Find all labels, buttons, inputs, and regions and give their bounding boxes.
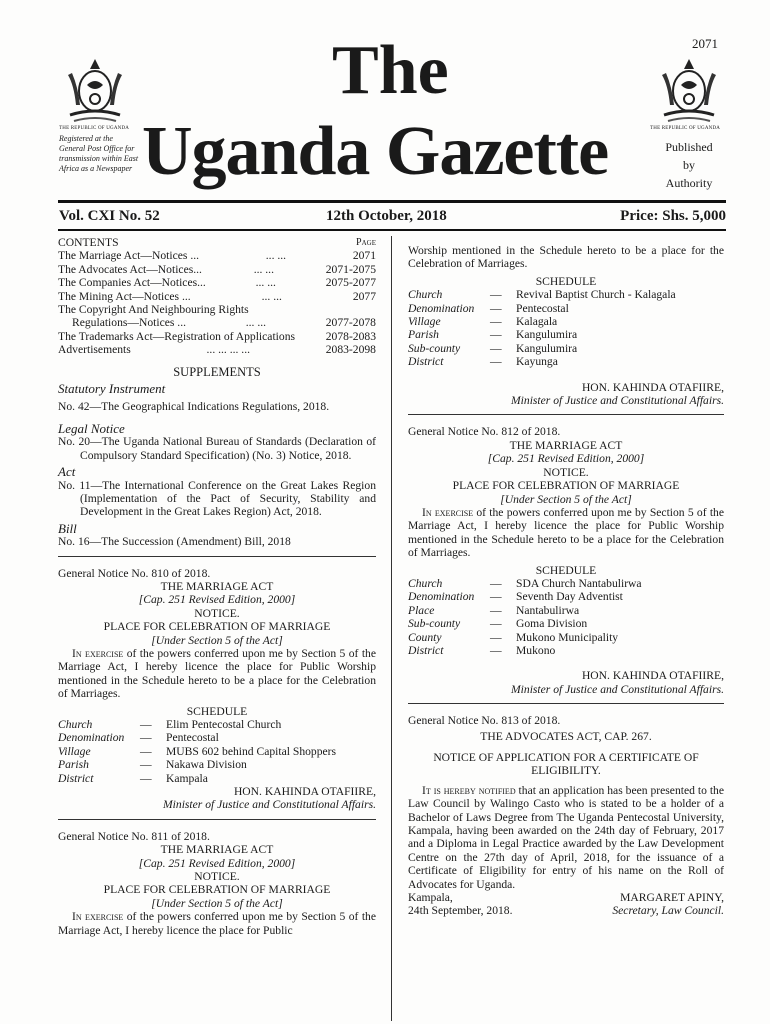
legal-heading: Legal Notice <box>58 420 125 436</box>
legal-item: No. 20—The Uganda National Bureau of Standards (Declaration of Compulsory Standard Specification) (No. 3) Notice, 2018. <box>58 435 376 462</box>
contents-item: Advertisements ... ... ... ... 2083-2098 <box>58 343 376 357</box>
notice-label: NOTICE. <box>194 870 240 884</box>
act-name: THE MARRIAGE ACT <box>509 438 623 452</box>
schedule-heading: SCHEDULE <box>535 563 597 577</box>
act-item: No. 11—The International Conference on the Great Lakes Region (Implementation of the Pact of Security, Stability and Development in the Great Lakes Region) Act, 2018. <box>58 478 376 519</box>
divider <box>58 556 376 557</box>
page-label: Page <box>356 237 376 248</box>
act-cap: [Cap. 251 Revised Edition, 2000] <box>138 856 296 870</box>
signatory-name: MARGARET APINY, <box>620 891 724 905</box>
notice-label: NOTICE. <box>194 606 240 620</box>
signatory-title: Secretary, Law Council. <box>612 904 724 918</box>
signature-row <box>408 904 724 917</box>
contents-header <box>58 236 376 249</box>
notice-section: [Under Section 5 of the Act] <box>151 633 283 647</box>
notice-title: PLACE FOR CELEBRATION OF MARRIAGE <box>103 620 331 634</box>
bill-heading: Bill <box>58 520 77 536</box>
act-name: THE MARRIAGE ACT <box>160 579 274 593</box>
notice-810 <box>58 567 376 812</box>
signatory-title: Minister of Justice and Constitutional Affairs. <box>511 394 724 408</box>
issue-date: 12th October, 2018 <box>326 208 447 224</box>
signature-row <box>408 891 724 904</box>
masthead-title: Uganda Gazette <box>142 113 609 190</box>
act-cap: [Cap. 251 Revised Edition, 2000] <box>138 593 296 607</box>
right-column <box>408 244 724 918</box>
notice-heading: General Notice No. 810 of 2018. <box>58 566 211 580</box>
signatory-name: HON. KAHINDA OTAFIIRE, <box>581 669 724 683</box>
left-column <box>58 236 376 937</box>
act-name: THE ADVOCATES ACT, CAP. 267. <box>480 729 652 743</box>
published-by-authority <box>645 138 733 192</box>
page-number: 2071 <box>692 36 718 51</box>
notice-title: NOTICE OF APPLICATION FOR A CERTIFICATE OF ELIGIBILITY. <box>433 751 699 778</box>
notice-heading: General Notice No. 813 of 2018. <box>408 714 561 728</box>
divider <box>408 414 724 415</box>
notice-heading: General Notice No. 812 of 2018. <box>408 425 561 439</box>
supplements-heading: SUPPLEMENTS <box>173 364 261 379</box>
notice-body: In exercise of the powers conferred upon me by Section 5 of the Marriage Act, I hereby licence the place for Public Worship mentioned in the Schedule hereto to be a place for the Celebration of Marriages. <box>408 505 724 560</box>
notice-813 <box>408 714 724 918</box>
published-line: by <box>683 158 695 172</box>
si-heading: Statutory Instrument <box>58 381 166 397</box>
schedule-table: Church — Revival Baptist Church - Kalagala Denomination — Pentecostal Village — Kalagala Parish — Kangulumira Sub-county — Kangulumira District — Kayunga <box>408 288 676 369</box>
contents-item: The Companies Act—Notices... ... ... 2075-2077 <box>58 276 376 290</box>
crest-caption-right: THE REPUBLIC OF UGANDA <box>650 126 721 131</box>
header-rule-top <box>58 200 726 203</box>
schedule-heading: SCHEDULE <box>186 704 248 718</box>
divider <box>58 819 376 820</box>
published-line: Published <box>665 140 713 154</box>
coat-of-arms-icon <box>60 55 130 125</box>
masthead-the: The <box>332 32 449 109</box>
coat-of-arms-icon <box>654 55 724 125</box>
contents-item: The Advocates Act—Notices... ... ... 2071-2075 <box>58 262 376 276</box>
column-divider <box>391 236 392 1021</box>
signatory-name: HON. KAHINDA OTAFIIRE, <box>233 785 376 799</box>
contents-item: The Trademarks Act—Registration of Applications 2078-2083 <box>58 329 376 343</box>
notice-811 <box>58 830 376 937</box>
contents-item: The Mining Act—Notices ... ... ... 2077 <box>58 289 376 303</box>
schedule-heading: SCHEDULE <box>535 274 597 288</box>
crest-caption-left: THE REPUBLIC OF UGANDA <box>59 126 130 131</box>
act-cap: [Cap. 251 Revised Edition, 2000] <box>487 452 645 466</box>
contents-item: Regulations—Notices ... ... ... 2077-2078 <box>72 316 376 330</box>
notice-section: [Under Section 5 of the Act] <box>151 896 283 910</box>
contents-heading: CONTENTS <box>58 236 119 249</box>
volume-number: Vol. CXI No. 52 <box>59 208 160 224</box>
signatory-title: Minister of Justice and Constitutional Affairs. <box>511 682 724 696</box>
divider <box>408 703 724 704</box>
notice-body: It is hereby notified that an application has been presented to the Law Council by Walingo Casto who is stated to be a holder of a Bachelor of Laws Degree from The Uganda Pentecostal University, Kampala, having been awarded on the 24th day of February, 2017 and a Diploma in Legal Practice awarded by the Law Development Centre on the 27th day of April, 2018, for the issuance of a Certificate of Eligibility for entry of his name on the Roll of Advocates for Uganda. <box>408 783 724 891</box>
act-name: THE MARRIAGE ACT <box>160 843 274 857</box>
contents-item: The Copyright And Neighbouring Rights <box>58 303 249 317</box>
header-rule-bottom <box>58 229 726 231</box>
notice-body: In exercise of the powers conferred upon me by Section 5 of the Marriage Act, I hereby licence the place for Public <box>58 910 376 937</box>
schedule-table: Church — Elim Pentecostal Church Denomination — Pentecostal Village — MUBS 602 behind Capital Shoppers Parish — Nakawa Division District — Kampala <box>58 718 337 785</box>
notice-date: 24th September, 2018. <box>408 904 513 918</box>
notice-812 <box>408 425 724 696</box>
signatory-name: HON. KAHINDA OTAFIIRE, <box>581 380 724 394</box>
registration-note: Registered at the General Post Office for transmission within East Africa as a Newspaper <box>59 134 139 173</box>
contents-item: The Marriage Act—Notices ... ... ... 2071 <box>58 249 376 263</box>
signatory-title: Minister of Justice and Constitutional Affairs. <box>163 798 376 812</box>
notice-title: PLACE FOR CELEBRATION OF MARRIAGE <box>452 479 680 493</box>
notice-title: PLACE FOR CELEBRATION OF MARRIAGE <box>103 883 331 897</box>
act-heading: Act <box>58 464 76 480</box>
notice-body: In exercise of the powers conferred upon me by Section 5 of the Marriage Act, I hereby licence the place for Public Worship mentioned in the Schedule hereto to be a place for the Celebration of Marriages. <box>58 646 376 701</box>
si-item: No. 42—The Geographical Indications Regulations, 2018. <box>58 400 330 414</box>
published-line: Authority <box>665 176 713 190</box>
notice-section: [Under Section 5 of the Act] <box>500 492 632 506</box>
schedule-table: Church — SDA Church Nantabulirwa Denomination — Seventh Day Adventist Place — Nantabulirwa Sub-county — Goma Division County — Mukono Municipality District — Mukono <box>408 576 642 657</box>
notice-body-continued: Worship mentioned in the Schedule hereto to be a place for the Celebration of Marriages. <box>408 244 724 271</box>
issue-price: Price: Shs. 5,000 <box>620 208 726 224</box>
notice-label: NOTICE. <box>543 465 589 479</box>
bill-item: No. 16—The Succession (Amendment) Bill, 2018 <box>58 535 291 549</box>
notice-place: Kampala, <box>408 891 453 905</box>
notice-heading: General Notice No. 811 of 2018. <box>58 829 210 843</box>
